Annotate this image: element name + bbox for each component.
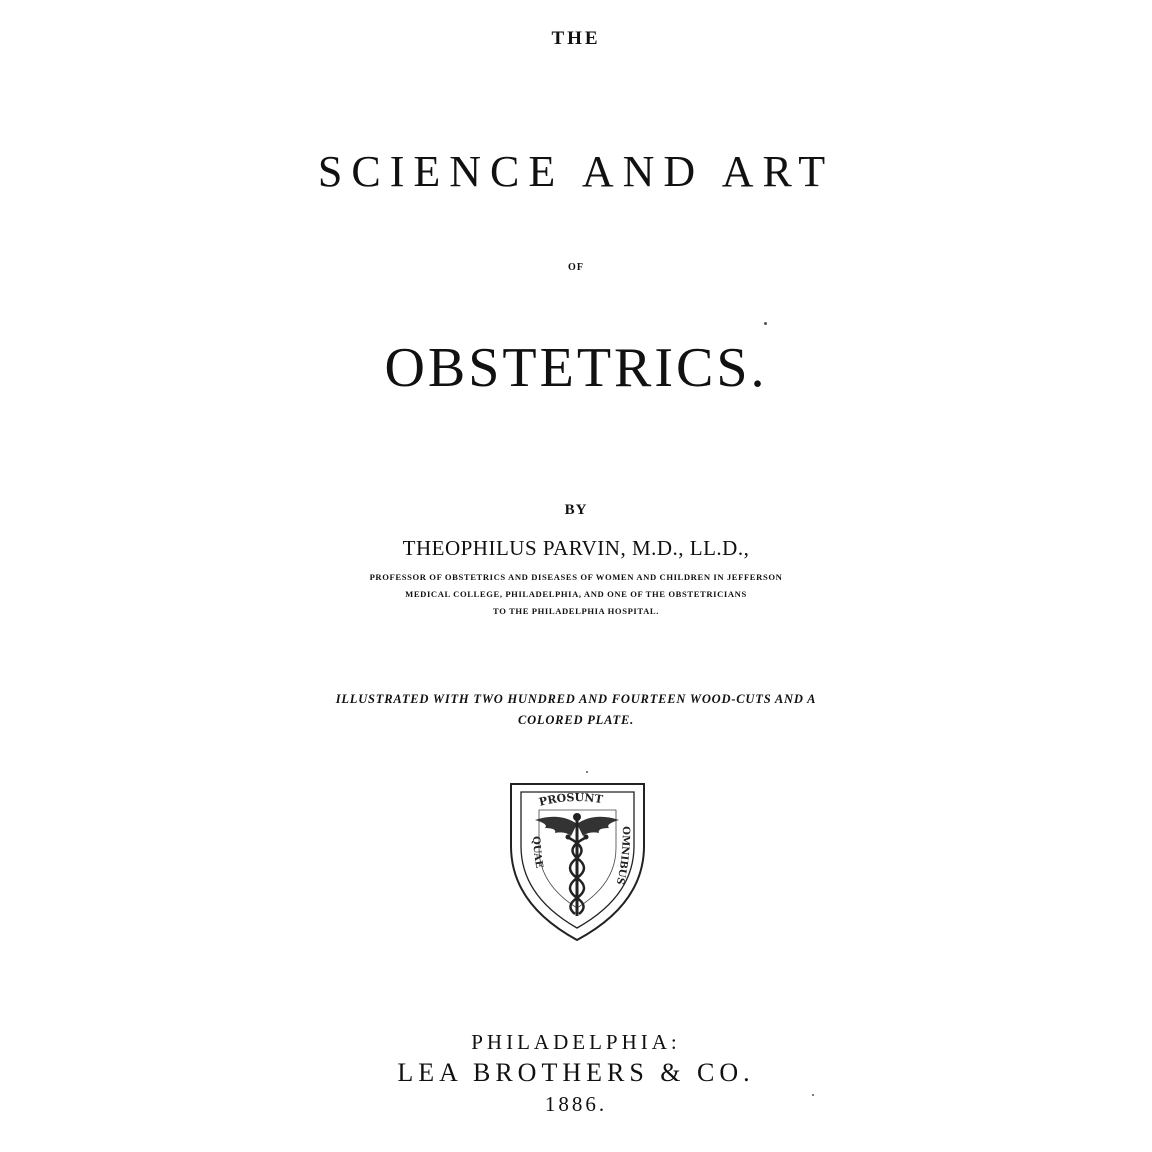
illustration-note	[0, 689, 1152, 731]
scan-speck	[586, 771, 588, 773]
title-connector: OF	[568, 262, 584, 273]
imprint-year: 1886.	[544, 1092, 608, 1116]
by-label: BY	[564, 502, 588, 518]
book-title: SCIENCE AND ART	[317, 147, 835, 196]
emblem-motto-right: OMNIBUS	[613, 826, 632, 886]
author-credentials	[0, 569, 1152, 620]
credentials-line: MEDICAL COLLEGE, PHILADELPHIA, AND ONE OF THE OBSTETRICIANS	[405, 589, 747, 599]
emblem-motto-top: PROSUNT	[537, 790, 604, 809]
credentials-line: TO THE PHILADELPHIA HOSPITAL.	[493, 606, 659, 616]
author-name: THEOPHILUS PARVIN, M.D., LL.D.,	[402, 536, 750, 560]
illustration-note-line: ILLUSTRATED WITH TWO HUNDRED AND FOURTEEN WOOD-CUTS AND A	[335, 692, 817, 706]
imprint-publisher: LEA BROTHERS & CO.	[397, 1058, 755, 1087]
scan-speck	[764, 322, 767, 325]
imprint-place: PHILADELPHIA:	[471, 1030, 681, 1054]
credentials-line: PROFESSOR OF OBSTETRICS AND DISEASES OF WOMEN AND CHILDREN IN JEFFERSON	[369, 572, 783, 582]
illustration-note-line: COLORED PLATE.	[517, 713, 635, 727]
caduceus-shield-icon	[505, 776, 650, 946]
pre-title: THE	[551, 28, 601, 49]
scan-speck	[812, 1094, 814, 1096]
emblem-motto-left: QUAE	[529, 835, 545, 870]
book-subject: OBSTETRICS.	[384, 337, 768, 399]
